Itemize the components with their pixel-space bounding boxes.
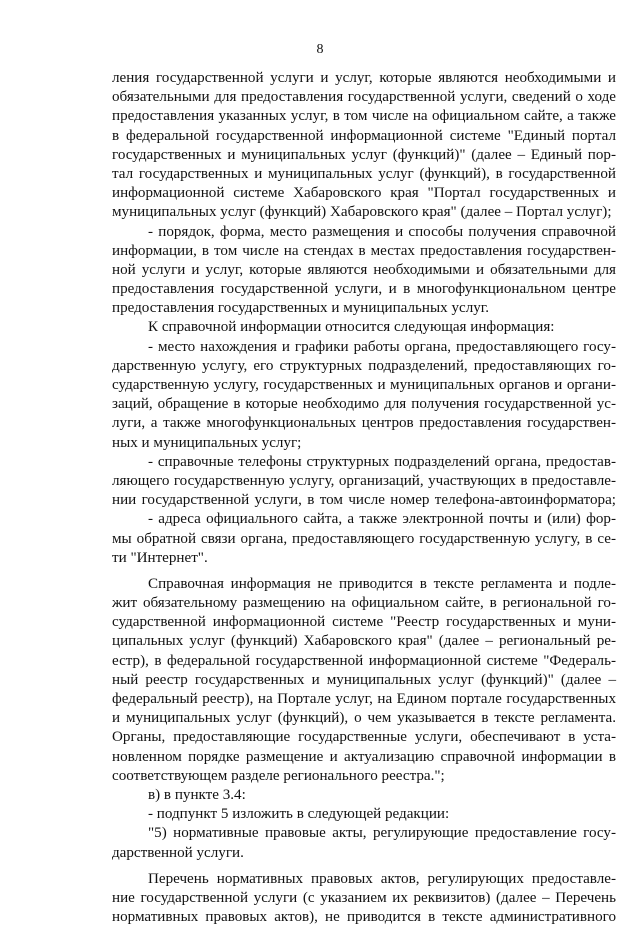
text-line: нии государственной услуги, в том числе номер телефона-автоинформатора;	[112, 492, 616, 509]
text-line: Перечень нормативных правовых актов, регулирующих предоставле-	[148, 870, 616, 887]
text-line: соответствующем разделе регионального реестра.";	[112, 767, 445, 784]
text-line: предоставления указанных услуг, в том числе на официальном сайте, а также	[112, 108, 616, 125]
text-line: ляющего государственную услугу, организаций, участвующих в предоставле-	[112, 472, 616, 489]
text-line: дарственную услугу, его структурных подразделений, предоставляющих го-	[112, 357, 616, 374]
text-line: в федеральной государственной информационной системе "Единый портал	[112, 127, 616, 144]
text-line: новленном порядке размещение и актуализацию справочной информации в	[112, 748, 616, 765]
text-line: - адреса официального сайта, а также электронной почты и (или) фор-	[148, 511, 616, 528]
text-line: ние государственной услуги (с указанием их реквизитов) (далее – Перечень	[112, 889, 616, 906]
text-line: "5) нормативные правовые акты, регулирующие предоставление госу-	[148, 825, 616, 842]
text-line: сударственную услугу, государственных и муниципальных органов и органи-	[112, 377, 616, 393]
text-line: Справочная информация не приводится в тексте регламента и подле-	[148, 575, 616, 592]
text-line: Органы, предоставляющие государственные услуги, обеспечивают в уста-	[112, 729, 616, 746]
text-line: естр), в федеральной государственной информационной системе "Федераль-	[112, 652, 616, 669]
text-line: тал государственных и муниципальных услуг (функций), в государственной	[112, 165, 616, 182]
text-line: - подпункт 5 изложить в следующей редакции:	[148, 806, 450, 823]
text-line: муниципальных услуг (функций) Хабаровского края" (далее – Портал услуг);	[112, 204, 612, 221]
text-line: луги, а также многофункциональных центров предоставления государствен-	[112, 415, 616, 432]
text-line: федеральный реестр), на Портале услуг, на Едином портале государственных	[112, 691, 616, 707]
text-line: - место нахождения и графики работы органа, предоставляющего госу-	[148, 338, 616, 355]
text-line: ципальных услуг (функций) Хабаровского края" (далее – региональный ре-	[112, 633, 616, 650]
text-line: ления государственной услуги и услуг, которые являются необходимыми и	[112, 70, 616, 86]
text-line: обязательными для предоставления государственной услуги, сведений о ходе	[112, 89, 616, 106]
text-line: информационной системе Хабаровского края "Портал государственных и	[112, 185, 616, 202]
body-text	[112, 69, 616, 927]
text-line: предоставления государственных и муниципальных услуг.	[112, 300, 490, 317]
text-line: К справочной информации относится следующая информация:	[148, 319, 555, 336]
text-line: ных и муниципальных услуг;	[112, 434, 302, 451]
page-number: 8	[316, 42, 324, 57]
text-line: сударственной информационной системе "Реестр государственных и муни-	[112, 614, 616, 631]
text-line: - справочные телефоны структурных подразделений органа, предостав-	[148, 453, 616, 470]
text-line: заций, обращение в которые необходимо для получения государственной ус-	[112, 396, 616, 413]
text-line: в) в пункте 3.4:	[148, 786, 246, 803]
text-line: дарственной услуги.	[112, 844, 244, 861]
text-line: нормативных правовых актов), не приводится в тексте административного	[112, 909, 616, 926]
text-line: ный реестр государственных и муниципальных услуг (функций)" (далее –	[112, 671, 616, 688]
text-line: ти "Интернет".	[112, 549, 208, 566]
text-line: - порядок, форма, место размещения и способы получения справочной	[148, 223, 616, 240]
text-line: мы обратной связи органа, предоставляющего государственную услугу, в се-	[112, 530, 616, 547]
text-line: государственных и муниципальных услуг (функций)" (далее – Единый пор-	[112, 146, 616, 163]
text-line: информации, в том числе на стендах в местах предоставления государствен-	[112, 242, 616, 259]
text-line: ной услуги и услуг, которые являются необходимыми и обязательными для	[112, 261, 616, 278]
text-line: предоставления государственной услуги, и в многофункциональном центре	[112, 281, 616, 298]
text-line: и муниципальных услуг (функций), о чем указывается в тексте регламента.	[112, 710, 616, 727]
text-line: жит обязательному размещению на официальном сайте, в региональной го-	[112, 595, 616, 612]
